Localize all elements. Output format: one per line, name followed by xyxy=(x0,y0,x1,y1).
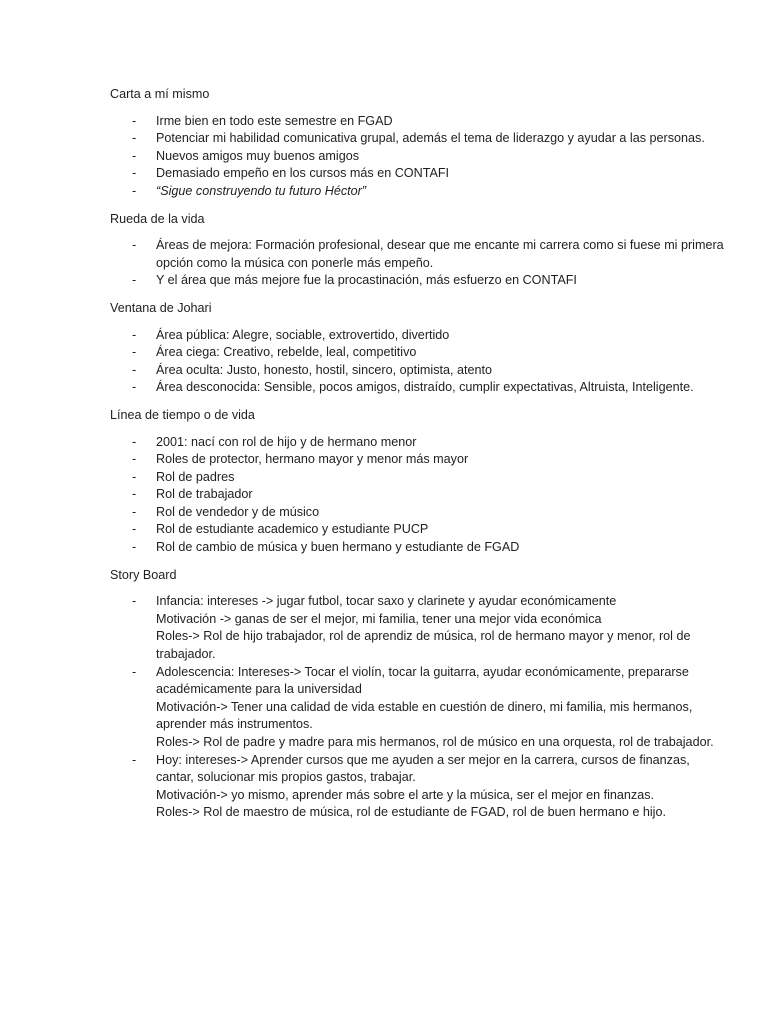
list-item xyxy=(110,148,728,166)
list-item-text xyxy=(156,344,728,362)
text-line: Adolescencia: Intereses-> Tocar el violín, tocar la guitarra, ayudar económicamente, prepararse académicamente para la universidad xyxy=(156,664,689,697)
dash-bullet: - xyxy=(132,752,137,767)
list-item-text xyxy=(156,165,728,183)
list-item xyxy=(110,593,728,663)
list-item-text xyxy=(156,752,728,822)
list-item-text xyxy=(156,272,728,290)
list-item-text xyxy=(156,593,728,663)
list-item xyxy=(110,379,728,397)
list-item xyxy=(110,486,728,504)
list-item-text xyxy=(156,469,728,487)
dash-bullet: - xyxy=(132,522,137,537)
list-item xyxy=(110,434,728,452)
text-line: Y el área que más mejore fue la procastinación, más esfuerzo en CONTAFI xyxy=(156,273,577,288)
list-item-text xyxy=(156,521,728,539)
list-item-text xyxy=(156,451,728,469)
text-line: Motivación-> Tener una calidad de vida estable en cuestión de dinero, mi familia, mis hermanos, aprender más instrumentos. xyxy=(156,699,693,732)
text-line: Rol de estudiante academico y estudiante PUCP xyxy=(156,522,429,537)
text-line: Rol de vendedor y de músico xyxy=(156,504,320,519)
dash-bullet: - xyxy=(132,273,137,288)
text-line: Demasiado empeño en los cursos más en CONTAFI xyxy=(156,166,450,181)
dash-bullet: - xyxy=(132,487,137,502)
text-line: Área pública: Alegre, sociable, extrovertido, divertido xyxy=(156,327,450,342)
section xyxy=(110,567,728,822)
list-item-text xyxy=(156,486,728,504)
text-line: Rol de padres xyxy=(156,469,235,484)
dash-bullet: - xyxy=(132,166,137,181)
bullet-list xyxy=(110,113,728,201)
text-line: 2001: nací con rol de hijo y de hermano menor xyxy=(156,434,417,449)
list-item xyxy=(110,113,728,131)
text-line: Infancia: intereses -> jugar futbol, tocar saxo y clarinete y ayudar económicamente xyxy=(156,594,617,609)
text-line: Área ciega: Creativo, rebelde, leal, competitivo xyxy=(156,345,417,360)
dash-bullet: - xyxy=(132,183,137,198)
list-item xyxy=(110,539,728,557)
list-item-text xyxy=(156,664,728,752)
section xyxy=(110,300,728,397)
text-line: Rol de trabajador xyxy=(156,487,253,502)
dash-bullet: - xyxy=(132,380,137,395)
list-item-text xyxy=(156,183,728,201)
section-heading: Story Board xyxy=(110,567,177,582)
dash-bullet: - xyxy=(132,362,137,377)
dash-bullet: - xyxy=(132,540,137,555)
section-heading: Rueda de la vida xyxy=(110,211,205,226)
text-line: Motivación-> yo mismo, aprender más sobre el arte y la música, ser el mejor en finanzas. xyxy=(156,787,655,802)
text-line: Roles-> Rol de hijo trabajador, rol de aprendiz de música, rol de hermano mayor y menor, rol de trabajador. xyxy=(156,629,691,662)
text-line: Área desconocida: Sensible, pocos amigos, distraído, cumplir expectativas, Altruista, Inteligente. xyxy=(156,380,694,395)
list-item-text xyxy=(156,327,728,345)
list-item-text xyxy=(156,113,728,131)
section-heading: Carta a mí mismo xyxy=(110,87,210,101)
dash-bullet: - xyxy=(132,345,137,360)
list-item xyxy=(110,344,728,362)
list-item xyxy=(110,165,728,183)
text-line: Roles-> Rol de padre y madre para mis hermanos, rol de músico en una orquesta, rol de trabajador. xyxy=(156,735,714,749)
section xyxy=(110,211,728,290)
list-item-text xyxy=(156,130,728,148)
list-item xyxy=(110,521,728,539)
dash-bullet: - xyxy=(132,113,137,128)
bullet-list xyxy=(110,434,728,557)
list-item xyxy=(110,664,728,752)
list-item-text xyxy=(156,237,728,272)
text-line: Hoy: intereses-> Aprender cursos que me ayuden a ser mejor en la carrera, cursos de finanzas, cantar, solucionar mis propios gastos, trabajar. xyxy=(156,752,690,785)
text-line: Motivación -> ganas de ser el mejor, mi familia, tener una mejor vida económica xyxy=(156,611,602,626)
dash-bullet: - xyxy=(132,131,137,146)
list-item xyxy=(110,272,728,290)
text-line: Irme bien en todo este semestre en FGAD xyxy=(156,113,393,128)
list-item xyxy=(110,130,728,148)
text-line: Área oculta: Justo, honesto, hostil, sincero, optimista, atento xyxy=(156,362,493,377)
list-item xyxy=(110,183,728,201)
dash-bullet: - xyxy=(132,594,137,609)
text-line: Rol de cambio de música y buen hermano y estudiante de FGAD xyxy=(156,540,520,555)
list-item-text xyxy=(156,539,728,557)
list-item-text xyxy=(156,434,728,452)
list-item xyxy=(110,237,728,272)
dash-bullet: - xyxy=(132,664,137,679)
text-line: “Sigue construyendo tu futuro Héctor” xyxy=(156,183,367,198)
text-line: Roles-> Rol de maestro de música, rol de estudiante de FGAD, rol de buen hermano e hijo. xyxy=(156,805,666,820)
dash-bullet: - xyxy=(132,452,137,467)
list-item xyxy=(110,362,728,380)
list-item xyxy=(110,504,728,522)
section-heading: Ventana de Johari xyxy=(110,300,212,315)
section xyxy=(110,407,728,557)
dash-bullet: - xyxy=(132,238,137,253)
list-item xyxy=(110,469,728,487)
bullet-list xyxy=(110,593,728,822)
dash-bullet: - xyxy=(132,148,137,163)
dash-bullet: - xyxy=(132,504,137,519)
text-line: Potenciar mi habilidad comunicativa grupal, además el tema de liderazgo y ayudar a las personas. xyxy=(156,131,705,146)
text-line: Roles de protector, hermano mayor y menor más mayor xyxy=(156,452,469,467)
list-item-text xyxy=(156,148,728,166)
text-line: Áreas de mejora: Formación profesional, desear que me encante mi carrera como si fuese mi primera opción como la música con ponerle más empeño. xyxy=(156,238,724,270)
list-item xyxy=(110,752,728,822)
list-item-text xyxy=(156,379,728,397)
list-item xyxy=(110,451,728,469)
list-item xyxy=(110,327,728,345)
bullet-list xyxy=(110,327,728,397)
dash-bullet: - xyxy=(132,327,137,342)
section xyxy=(110,86,728,201)
text-line: Nuevos amigos muy buenos amigos xyxy=(156,148,360,163)
dash-bullet: - xyxy=(132,469,137,484)
list-item-text xyxy=(156,504,728,522)
bullet-list xyxy=(110,237,728,290)
dash-bullet: - xyxy=(132,434,137,449)
list-item-text xyxy=(156,362,728,380)
section-heading: Línea de tiempo o de vida xyxy=(110,407,255,422)
